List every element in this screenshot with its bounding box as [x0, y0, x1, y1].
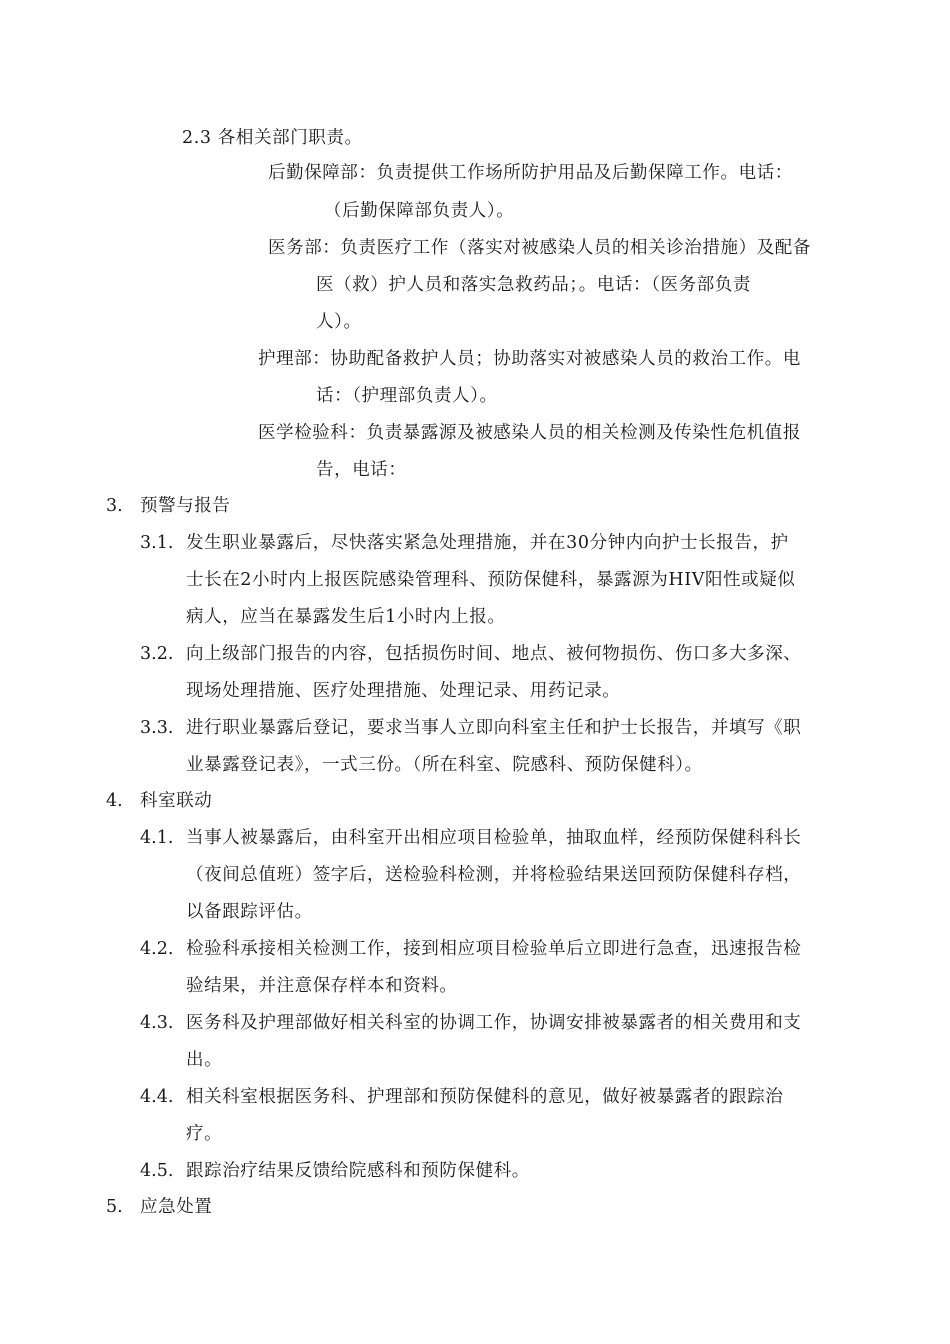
item-3-2-line-1: 向上级部门报告的内容，包括损伤时间、地点、被何物损伤、伤口多大多深、	[186, 644, 802, 664]
item-4-1-line-2: （夜间总值班）签字后，送检验科检测，并将检验结果送回预防保健科存档，	[186, 865, 802, 885]
item-4-3-line-1: 医务科及护理部做好相关科室的协调工作，协调安排被暴露者的相关费用和支	[186, 1013, 802, 1033]
item-3-3-number: 3.3.	[140, 718, 174, 738]
item-4-4-line-2: 疗。	[186, 1124, 223, 1144]
item-3-2-number: 3.2.	[140, 644, 174, 664]
item-4-1-number: 4.1.	[140, 828, 174, 848]
item-4-2-line-1: 检验科承接相关检测工作，接到相应项目检验单后立即进行急查，迅速报告检	[186, 939, 802, 959]
item-4-4-line-1: 相关科室根据医务科、护理部和预防保健科的意见，做好被暴露者的跟踪治	[186, 1087, 784, 1107]
item-3-1-number: 3.1.	[140, 533, 174, 553]
dept-medical-line-3: 人）。	[316, 312, 362, 332]
dept-medical-line-2: 医（救）护人员和落实急救药品；。电话：（医务部负责	[316, 275, 751, 295]
item-3-3-line-1: 进行职业暴露后登记，要求当事人立即向科室主任和护士长报告，并填写《职	[186, 718, 802, 738]
dept-medical-line-1: 医务部：负责医疗工作（落实对被感染人员的相关诊治措施）及配备	[268, 238, 811, 258]
dept-nursing-line-1: 护理部：协助配备救护人员；协助落实对被感染人员的救治工作。电	[258, 349, 801, 369]
item-3-2-line-2: 现场处理措施、医疗处理措施、处理记录、用药记录。	[186, 681, 621, 701]
item-3-1-line-1: 发生职业暴露后，尽快落实紧急处理措施，并在30分钟内向护士长报告，护	[186, 533, 789, 553]
item-4-4-number: 4.4.	[140, 1087, 174, 1107]
section-5-title: 应急处置	[140, 1197, 213, 1217]
item-4-5-line-1: 跟踪治疗结果反馈给院感科和预防保健科。	[186, 1161, 530, 1181]
item-4-3-line-2: 出。	[186, 1050, 223, 1070]
section-5-number: 5.	[106, 1197, 123, 1217]
dept-logistics-line-1: 后勤保障部：负责提供工作场所防护用品及后勤保障工作。电话：	[268, 163, 793, 183]
dept-lab-line-2: 告，电话：	[316, 460, 407, 480]
section-4-title: 科室联动	[140, 791, 213, 811]
item-4-2-number: 4.2.	[140, 939, 174, 959]
item-4-1-line-1: 当事人被暴露后，由科室开出相应项目检验单，抽取血样，经预防保健科科长	[186, 828, 802, 848]
section-3-title: 预警与报告	[140, 496, 231, 516]
item-4-1-line-3: 以备跟踪评估。	[186, 902, 313, 922]
dept-logistics-line-2: （后勤保障部负责人）。	[324, 201, 515, 221]
dept-lab-line-1: 医学检验科：负责暴露源及被感染人员的相关检测及传染性危机值报	[258, 423, 801, 443]
item-3-1-line-2: 士长在2小时内上报医院感染管理科、预防保健科，暴露源为HIV阳性或疑似	[186, 570, 796, 590]
section-4-number: 4.	[106, 791, 123, 811]
item-3-1-line-3: 病人，应当在暴露发生后1小时内上报。	[186, 607, 506, 627]
item-4-5-number: 4.5.	[140, 1161, 174, 1181]
item-4-3-number: 4.3.	[140, 1013, 174, 1033]
item-4-2-line-2: 验结果，并注意保存样本和资料。	[186, 976, 458, 996]
section-3-number: 3.	[106, 496, 123, 516]
dept-nursing-line-2: 话：（护理部负责人）。	[316, 386, 498, 406]
section-2-3-heading: 2.3 各相关部门职责。	[182, 128, 363, 148]
item-3-3-line-2: 业暴露登记表》，一式三份。（所在科室、院感科、预防保健科）。	[186, 755, 703, 775]
